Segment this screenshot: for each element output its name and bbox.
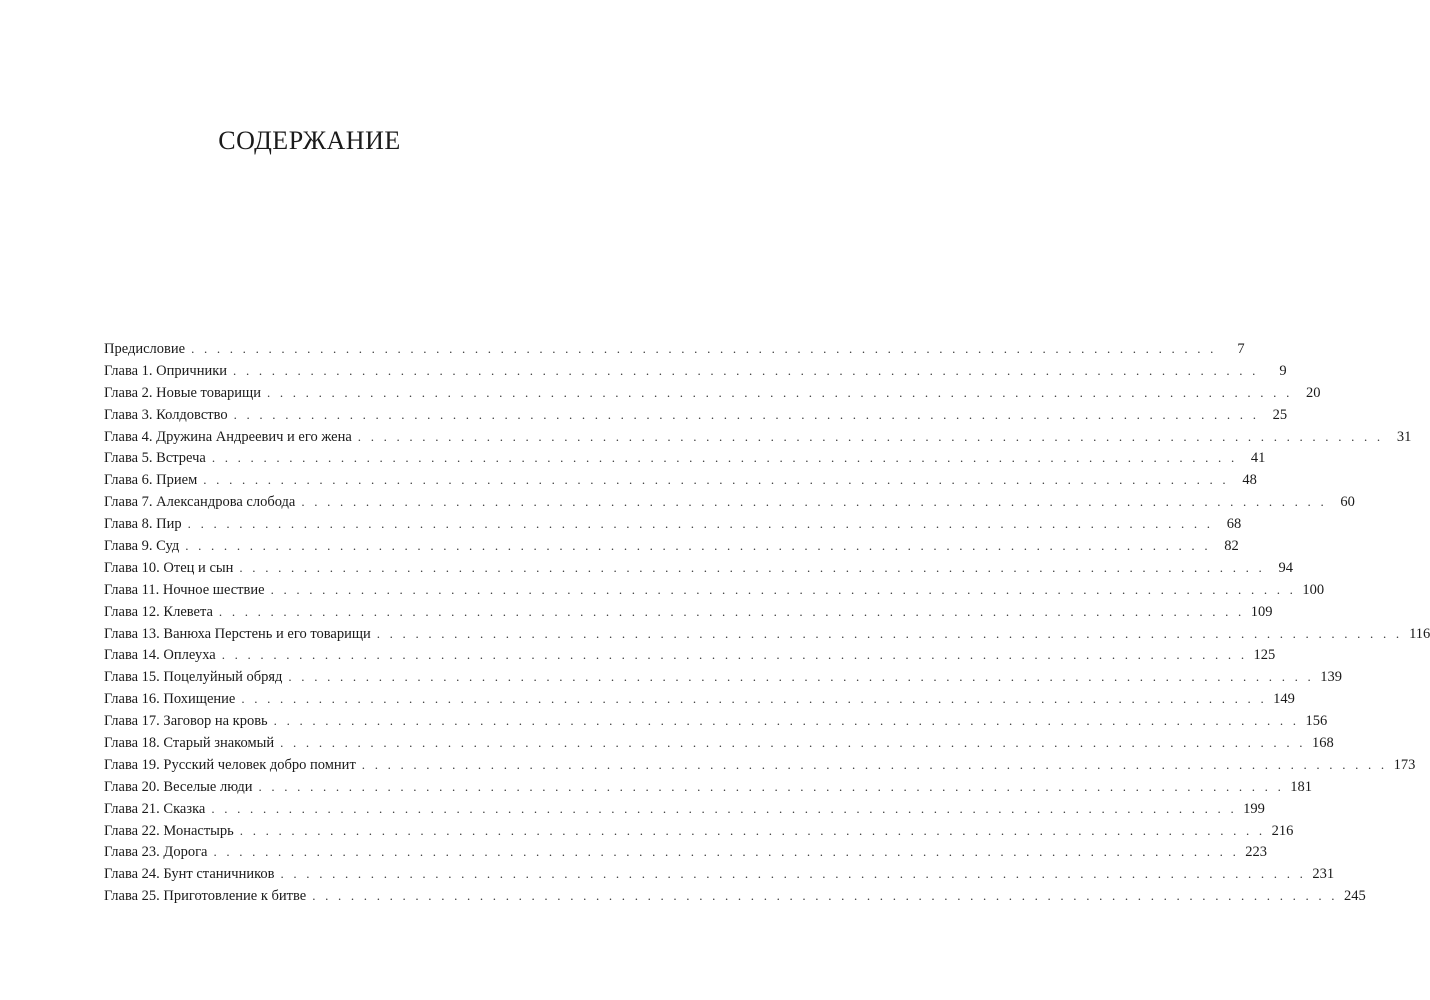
toc-entry-label: Глава 14. Оплеуха (104, 647, 216, 664)
toc-leader-dots: . . . . . . . . . . . . . . . . . . . . . . . . . . . . . . . . . . . . . . . . . . . . . . . . . . . . . . . . . . . . . . . . . . . . . . . . . . . . . . . . (301, 494, 1327, 510)
toc-entry-label: Глава 16. Похищение (104, 691, 236, 708)
toc-leader-dots: . . . . . . . . . . . . . . . . . . . . . . . . . . . . . . . . . . . . . . . . . . . . . . . . . . . . . . . . . . . . . . . . . . . . . . . . . . . . . . . . (185, 538, 1211, 554)
toc-leader-dots: . . . . . . . . . . . . . . . . . . . . . . . . . . . . . . . . . . . . . . . . . . . . . . . . . . . . . . . . . . . . . . . . . . . . . . . . . . . . . . . . (280, 735, 1306, 751)
toc-entry-label: Глава 15. Поцелуйный обряд (104, 669, 283, 686)
toc-entry (104, 732, 1334, 754)
toc-leader-dots: . . . . . . . . . . . . . . . . . . . . . . . . . . . . . . . . . . . . . . . . . . . . . . . . . . . . . . . . . . . . . . . . . . . . . . . . . . . . . . . . (266, 384, 1293, 400)
toc-leader-dots: . . . . . . . . . . . . . . . . . . . . . . . . . . . . . . . . . . . . . . . . . . . . . . . . . . . . . . . . . . . . . . . . . . . . . . . . . . . . . . . . (239, 822, 1266, 838)
toc-entry-page-number: 9 (1279, 362, 1287, 379)
toc-entry-page-number: 41 (1250, 450, 1266, 467)
toc-leader-dots: . . . . . . . . . . . . . . . . . . . . . . . . . . . . . . . . . . . . . . . . . . . . . . . . . . . . . . . . . . . . . . . . . . . . . . . . . . . . . . . . (357, 428, 1384, 444)
toc-entry-label: Глава 6. Прием (104, 472, 198, 489)
toc-entry-page-number: 109 (1250, 603, 1273, 620)
toc-leader-dots: . . . . . . . . . . . . . . . . . . . . . . . . . . . . . . . . . . . . . . . . . . . . . . . . . . . . . . . . . . . . . . . . . . . . . . . . . . . . . . . . (288, 669, 1314, 685)
toc-entry-page-number: 223 (1245, 844, 1268, 861)
toc-entry (104, 447, 1266, 469)
toc-entry-page-number: 31 (1396, 428, 1412, 445)
toc-entry-page-number: 156 (1305, 713, 1328, 730)
toc-leader-dots: . . . . . . . . . . . . . . . . . . . . . . . . . . . . . . . . . . . . . . . . . . . . . . . . . . . . . . . . . . . . . . . . . . . . . . . . . . . . . . . . (312, 888, 1338, 904)
toc-entry (104, 710, 1328, 732)
toc-entry (104, 841, 1268, 863)
toc-entry-label: Глава 9. Суд (104, 538, 180, 555)
toc-entry (104, 776, 1313, 798)
toc-leader-dots: . . . . . . . . . . . . . . . . . . . . . . . . . . . . . . . . . . . . . . . . . . . . . . . . . . . . . . . . . . . . . . . . . . . . . . . . . . . . . . . . (280, 866, 1307, 882)
toc-entry (104, 557, 1293, 579)
toc-leader-dots: . . . . . . . . . . . . . . . . . . . . . . . . . . . . . . . . . . . . . . . . . . . . . . . . . . . . . . . . . . . . . . . . . . . . . . . . . . . . . . . . (211, 800, 1237, 816)
toc-leader-dots: . . . . . . . . . . . . . . . . . . . . . . . . . . . . . . . . . . . . . . . . . . . . . . . . . . . . . . . . . . . . . . . . . . . . . . . . . . . . . . . . (376, 625, 1403, 641)
toc-entry-page-number: 216 (1271, 822, 1294, 839)
toc-entry-label: Глава 1. Опричники (104, 362, 228, 379)
toc-entry-label: Глава 5. Встреча (104, 450, 206, 467)
toc-entry-label: Глава 4. Дружина Андреевич и его жена (104, 428, 352, 445)
toc-entry-label: Глава 23. Дорога (104, 844, 208, 861)
toc-entry-page-number: 181 (1290, 778, 1313, 795)
toc-entry-page-number: 116 (1409, 625, 1430, 642)
toc-leader-dots: . . . . . . . . . . . . . . . . . . . . . . . . . . . . . . . . . . . . . . . . . . . . . . . . . . . . . . . . . . . . . . . . . . . . . . . . . . . . . . . . (361, 756, 1388, 772)
toc-entry (104, 623, 1430, 645)
toc-leader-dots: . . . . . . . . . . . . . . . . . . . . . . . . . . . . . . . . . . . . . . . . . . . . . . . . . . . . . . . . . . . . . . . . . . . . . . . . . . . . . . . . (233, 406, 1260, 422)
toc-entry (104, 535, 1239, 557)
toc-leader-dots: . . . . . . . . . . . . . . . . . . . . . . . . . . . . . . . . . . . . . . . . . . . . . . . . . . . . . . . . . . . . . . . . . . . . . . . . . . . . . . . . (221, 647, 1248, 663)
toc-entry (104, 754, 1416, 776)
toc-entry-page-number: 199 (1243, 800, 1265, 817)
toc-leader-dots: . . . . . . . . . . . . . . . . . . . . . . . . . . . . . . . . . . . . . . . . . . . . . . . . . . . . . . . . . . . . . . . . . . . . . . . . . . . . . . . . (239, 559, 1265, 575)
toc-entry (104, 382, 1321, 404)
toc-entry-page-number: 94 (1278, 559, 1293, 576)
toc-entry-page-number: 60 (1340, 494, 1355, 511)
toc-entry-label: Глава 22. Монастырь (104, 822, 234, 839)
toc-entry-page-number: 7 (1237, 341, 1245, 357)
toc-entry-label: Глава 2. Новые товарищи (104, 384, 261, 401)
toc-entry-label: Глава 17. Заговор на кровь (104, 713, 268, 730)
toc-entry-page-number: 25 (1272, 406, 1288, 423)
toc-leader-dots: . . . . . . . . . . . . . . . . . . . . . . . . . . . . . . . . . . . . . . . . . . . . . . . . . . . . . . . . . . . . . . . . . . . . . . . . . . . . . . . . (218, 603, 1245, 619)
page-title: СОДЕРЖАНИЕ (218, 126, 401, 155)
toc-entry-label: Глава 24. Бунт станичников (104, 866, 275, 883)
toc-entry-page-number: 48 (1242, 472, 1257, 489)
toc-entry-label: Глава 3. Колдовство (104, 406, 228, 423)
toc-entry (104, 688, 1295, 710)
toc-entry (104, 579, 1325, 601)
toc-entry-label: Глава 10. Отец и сын (104, 559, 234, 576)
toc-entry-label: Глава 8. Пир (104, 516, 182, 533)
toc-entry-page-number: 173 (1393, 756, 1416, 773)
toc-entry-page-number: 245 (1344, 888, 1366, 905)
toc-entry-label: Глава 20. Веселые люди (104, 778, 253, 795)
toc-entry (104, 469, 1257, 491)
toc-leader-dots: . . . . . . . . . . . . . . . . . . . . . . . . . . . . . . . . . . . . . . . . . . . . . . . . . . . . . . . . . . . . . . . . . . . . . . . . . . . . . . . . (241, 691, 1267, 707)
toc-entry (104, 863, 1335, 885)
toc-entry-label: Глава 13. Ванюха Перстень и его товарищи (104, 625, 371, 642)
toc-entry (104, 360, 1287, 382)
toc-leader-dots: . . . . . . . . . . . . . . . . . . . . . . . . . . . . . . . . . . . . . . . . . . . . . . . . . . . . . . . . . . . . . . . . . . . . . . . . . . . . . . . . (233, 362, 1259, 378)
toc-entry (104, 820, 1294, 842)
toc-entry (104, 798, 1265, 820)
toc-leader-dots: . . . . . . . . . . . . . . . . . . . . . . . . . . . . . . . . . . . . . . . . . . . . . . . . . . . . . . . . . . . . . . . . . . . . . . . . . . . . . . . . (270, 581, 1297, 597)
toc-entry (104, 404, 1288, 426)
toc-entry-page-number: 68 (1226, 516, 1242, 533)
toc-entry (104, 885, 1366, 907)
toc-leader-dots: . . . . . . . . . . . . . . . . . . . . . . . . . . . . . . . . . . . . . . . . . . . . . . . . . . . . . . . . . . . . . . . . . . . . . . . . . . . . . . . . (211, 450, 1238, 466)
toc-entry (104, 601, 1273, 623)
toc-entry-label: Глава 25. Приготовление к битве (104, 888, 307, 905)
toc-entry-label: Глава 19. Русский человек добро помнит (104, 756, 356, 773)
toc-entry-label: Глава 11. Ночное шествие (104, 581, 265, 598)
toc-entry-label: Глава 7. Александрова слобода (104, 494, 296, 511)
toc-entry-page-number: 82 (1224, 538, 1239, 555)
toc-entry-page-number: 20 (1306, 384, 1321, 401)
toc-entry (104, 666, 1342, 688)
toc-leader-dots: . . . . . . . . . . . . . . . . . . . . . . . . . . . . . . . . . . . . . . . . . . . . . . . . . . . . . . . . . . . . . . . . . . . . . . . . . . . . . . . . (273, 713, 1300, 729)
toc-entry-label: Глава 21. Сказка (104, 800, 206, 817)
toc-entry-page-number: 139 (1320, 669, 1342, 686)
toc-entry-page-number: 125 (1253, 647, 1276, 664)
toc-entry (104, 644, 1276, 666)
toc-leader-dots: . . . . . . . . . . . . . . . . . . . . . . . . . . . . . . . . . . . . . . . . . . . . . . . . . . . . . . . . . . . . . . . . . . . . . . . . . . . . . . . . (187, 516, 1214, 532)
toc-entry-page-number: 231 (1312, 866, 1335, 883)
toc-leader-dots: . . . . . . . . . . . . . . . . . . . . . . . . . . . . . . . . . . . . . . . . . . . . . . . . . . . . . . . . . . . . . . . . . . . . . . . . . . . . . . . . (213, 844, 1240, 860)
toc-entry-page-number: 168 (1311, 735, 1334, 752)
table-of-contents (104, 338, 1430, 907)
toc-leader-dots: . . . . . . . . . . . . . . . . . . . . . . . . . . . . . . . . . . . . . . . . . . . . . . . . . . . . . . . . . . . . . . . . . . . . . . . . . . . . . . . . (203, 472, 1229, 488)
toc-entry-page-number: 149 (1273, 691, 1295, 708)
toc-entry-page-number: 100 (1302, 581, 1325, 598)
toc-entry-label: Глава 12. Клевета (104, 603, 213, 620)
toc-entry (104, 491, 1355, 513)
toc-entry (104, 426, 1412, 448)
toc-entry (104, 338, 1245, 360)
toc-entry (104, 513, 1242, 535)
toc-leader-dots: . . . . . . . . . . . . . . . . . . . . . . . . . . . . . . . . . . . . . . . . . . . . . . . . . . . . . . . . . . . . . . . . . . . . . . . . . . . . . . . . (258, 778, 1285, 794)
toc-leader-dots: . . . . . . . . . . . . . . . . . . . . . . . . . . . . . . . . . . . . . . . . . . . . . . . . . . . . . . . . . . . . . . . . . . . . . . . . . . . . . . . . (191, 341, 1217, 356)
toc-entry-label: Глава 18. Старый знакомый (104, 735, 275, 752)
toc-entry-label: Предисловие (104, 341, 186, 357)
